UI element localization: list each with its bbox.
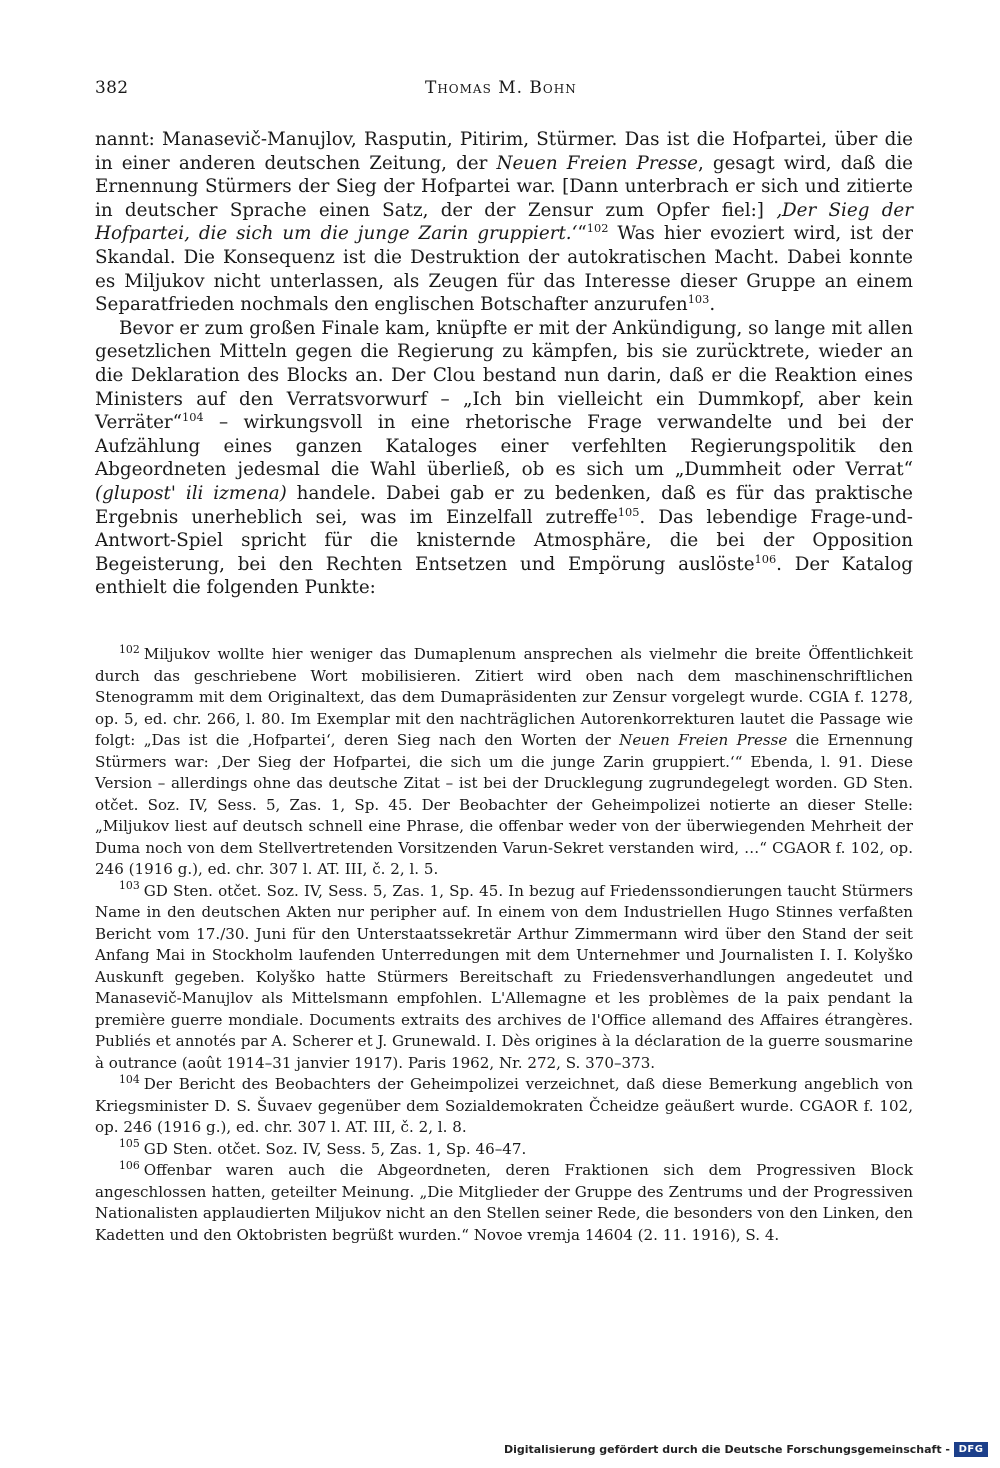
italic-russian-phrase: (glupost' ili izmena) [95,482,287,504]
footnote-ref-103[interactable]: 103 [687,292,710,307]
funding-footer [504,1440,988,1458]
footnote-105: $^{105}$ GD Sten. otčet. Soz. IV, Sess. 5, Zas. 1, Sp. 46–47. [119,1137,527,1158]
page-number: 382 [95,78,129,98]
footnote-ref-104[interactable]: 104 [181,410,204,425]
footnote-104: $^{104}$ Der Bericht des Beobachters der Geheimpolizei verzeichnet, daß diese Bemerkung angeblich von Kriegsminister D. S. Šuvaev gegenüber dem Sozialdemokraten Čcheidze geäußert wurde. CGAOR f. 102, op. 246 (1916 g.), ed. chr. 307 l. AT. III, č. 2, l. 8. [95,1072,913,1136]
italic-quote: ‚Der Sieg der Hofpartei, die sich um die junge Zarin gruppiert.‘ [95,199,913,245]
footnote-ref-105[interactable]: 105 [617,504,640,519]
paragraph-1: nannt: Manasevič-Manujlov, Rasputin, Pitirim, Stürmer. Das ist die Hofpartei, über die in einer anderen deutschen Zeitung, der Neuen Freien Presse, gesagt wird, daß die Ernennung Stürmers der Sieg der Hofpartei war. [Dann unterbrach er sich und zitierte in deutscher Sprache einen Satz, der der Zensur zum Opfer fiel:] ‚Der Sieg der Hofpartei, die sich um die junge Zarin gruppiert.‘“$^{102}$ Was hier evoziert wird, ist der Skandal. Die Konsequenz ist die Destruktion der autokratischen Macht. Dabei konnte es Miljukov nicht unterlassen, als Zeugen für das Interesse dieser Gruppe an einem Separatfrieden nochmals den englischen Botschafter anzurufen$^{103}$. [95,129,913,316]
footnote-102: $^{102}$ Miljukov wollte hier weniger das Dumaplenum ansprechen als vielmehr die breite Öffentlichkeit durch das geschriebene Wort mobilisieren. Zitiert wird oben nach dem maschinenschriftlichen Stenogramm mit dem Originaltext, das dem Dumapräsidenten zur Zensur vorgelegt wurde. CGIA f. 1278, op. 5, ed. chr. 266, l. 80. Im Exemplar mit den nachträglichen Autorenkorrekturen lautet die Passage wie folgt: „Das ist die ‚Hofpartei‘, deren Sieg nach den Worten der Neuen Freien Presse die Ernennung Stürmers war: ‚Der Sieg der Hofpartei, die sich um die junge Zarin gruppiert.‘“ Ebenda, l. 91. Diese Version – allerdings ohne das deutsche Zitat – ist bei der Drucklegung zugrundegelegt worden. GD Sten. otčet. Soz. IV, Sess. 5, Zas. 1, Sp. 45. Der Beobachter der Geheimpolizei notierte an dieser Stelle: „Miljukov liest auf deutsch schnell eine Phrase, die offenbar weder von der überwiegenden Mehrheit der Duma noch von dem Stellvertretenden Vorsitzenden Varun-Sekret verstanden wird, …“ CGAOR f. 102, op. 246 (1916 g.), ed. chr. 307 l. AT. III, č. 2, l. 5. [95,642,913,878]
footnote-106: $^{106}$ Offenbar waren auch die Abgeordneten, deren Fraktionen sich dem Progressiven Block angeschlossen hatten, geteilter Meinung. „Die Mitglieder der Gruppe des Zentrums und der Progressiven Nationalisten applaudierten Miljukov nicht an den Stellen seiner Rede, die besonders von den Linken, den Kadetten und den Oktobristen begrüßt wurden.“ Novoe vremja 14604 (2. 11. 1916), S. 4. [95,1158,913,1244]
italic-title: Neuen Freien Presse [619,731,788,749]
footnote-ref-106[interactable]: 106 [754,551,777,566]
running-head [95,78,913,102]
main-text [95,128,913,600]
footnote-number: 103 [119,879,140,893]
paragraph-2: Bevor er zum großen Finale kam, knüpfte er mit der Ankündigung, so lange mit allen gesetzlichen Mitteln gegen die Regierung zu kämpfen, bis sie zurücktrete, wieder an die Deklaration des Blocks an. Der Clou bestand nun darin, daß er die Reaktion eines Ministers auf den Verratsvorwurf – „Ich bin vielleicht ein Dummkopf, aber kein Verräter“$^{104}$ – wirkungsvoll in eine rhetorische Frage verwandelte und bei der Aufzählung eines ganzen Kataloges einer verfehlten Regierungspolitik den Abgeordneten jedesmal die Wahl überließ, ob es sich um „Dummheit oder Verrat“ (glupost' ili izmena) handele. Dabei gab er zu bedenken, daß es für das praktische Ergebnis unerheblich sei, was im Einzelfall zutreffe$^{105}$. Das lebendige Frage-und-Antwort-Spiel spricht für die knisternde Atmosphäre, die bei der Opposition Begeisterung, bei den Rechten Entsetzen und Empörung auslöste$^{106}$. Der Katalog enthielt die folgenden Punkte: [95,317,913,599]
italic-title: Neuen Freien Presse [496,152,698,174]
footnote-number: 102 [119,642,140,656]
footnote-number: 106 [119,1158,140,1172]
running-head-author: Thomas M. Bohn [425,78,577,98]
footnote-ref-102[interactable]: 102 [586,221,609,236]
footnote-number: 105 [119,1137,140,1151]
footnotes [95,644,913,1246]
footnote-number: 104 [119,1072,140,1086]
funding-note: Digitalisierung gefördert durch die Deutsche Forschungsgemeinschaft - [503,1442,950,1456]
footnote-103: $^{103}$ GD Sten. otčet. Soz. IV, Sess. 5, Zas. 1, Sp. 45. In bezug auf Friedenssondierungen taucht Stürmers Name in den deutschen Akten nur peripher auf. In einem von dem Industriellen Hugo Stinnes verfaßten Bericht vom 17./30. Juni für den Unterstaatssekretär Arthur Zimmermann wird über den Stand der seit Anfang Mai in Stockholm laufenden Unterredungen mit dem Unternehmer und Journalisten I. I. Kolyško Auskunft gegeben. Kolyško hatte Stürmers Bereitschaft zu Friedensverhandlungen angedeutet und Manasevič-Manujlov als Mittelsmann empfohlen. L'Allemagne et les problèmes de la paix pendant la première guerre mondiale. Documents extraits des archives de l'Office allemand des Affaires étrangères. Publiés et annotés par A. Scherer et J. Grunewald. I. Dès origines à la déclaration de la guerre sousmarine à outrance (août 1914–31 janvier 1917). Paris 1962, Nr. 272, S. 370–373. [95,879,913,1072]
dfg-logo-icon: DFG [954,1442,988,1457]
